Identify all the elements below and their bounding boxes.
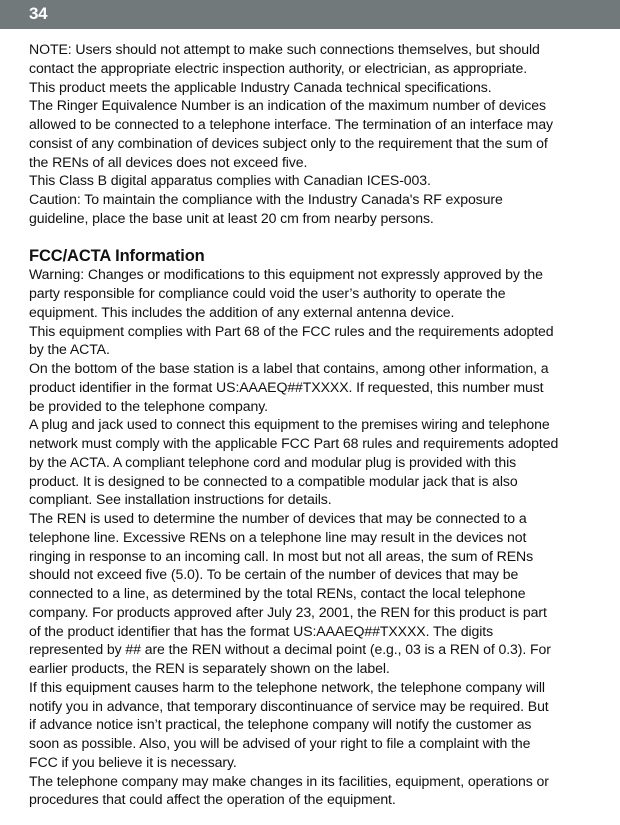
- fcc-acta-heading: FCC/ACTA Information: [29, 246, 205, 265]
- ices-paragraph: This Class B digital apparatus complies with Canadian ICES-003.: [29, 172, 431, 189]
- ren-definition-paragraph: The Ringer Equivalence Number is an indication of the maximum number of devices allowed to be connected to a telephone interface. The termination of an interface may consist of any combination of devices subject only to the requirement that the sum of the RENs of all devices does not exceed five.: [29, 97, 554, 170]
- note-paragraph: NOTE: Users should not attempt to make such connections themselves, but should contact the appropriate electric inspection authority, or electrician, as appropriate.: [29, 41, 540, 76]
- document-body: [29, 40, 559, 809]
- network-harm-paragraph: If this equipment causes harm to the telephone network, the telephone company will notify you in advance, that temporary discontinuance of service may be required. But if advance notice isn’t practical, the telephone company will notify the customer as soon as possible. Also, you will be advised of your right to file a complaint with the FCC if you believe it is necessary.: [29, 678, 549, 770]
- part68-compliance-paragraph: This equipment complies with Part 68 of the FCC rules and the requirements adopted by the ACTA.: [29, 322, 554, 358]
- industry-canada-paragraph: This product meets the applicable Industry Canada technical specifications.: [29, 78, 492, 95]
- fcc-warning-paragraph: Warning: Changes or modifications to this equipment not expressly approved by the party responsible for compliance could void the user’s authority to operate the equipment. This includes the addition of any external antenna device.: [29, 266, 543, 320]
- plug-jack-paragraph: A plug and jack used to connect this equipment to the premises wiring and telephone network must comply with the applicable FCC Part 68 rules and requirements adopted by the ACTA. A compliant telephone cord and modular plug is provided with this product. It is designed to be connected to a compatible modular jack that is also compliant. See installation instructions for details.: [29, 416, 559, 508]
- ren-usage-paragraph: The REN is used to determine the number of devices that may be connected to a telephone line. Excessive RENs on a telephone line may result in the devices not ringing in response to an incoming call. In most but not all areas, the sum of RENs should not exceed five (5.0). To be certain of the number of devices that may be connected to a line, as determined by the total RENs, contact the local telephone company. For products approved after July 23, 2001, the REN for this product is part of the product identifier that has the format US:AAAEQ##TXXXX. The digits represented by ## are the REN without a decimal point (e.g., 03 is a REN of 0.3). For earlier products, the REN is separately shown on the label.: [29, 510, 551, 676]
- rf-exposure-caution-paragraph: Caution: To maintain the compliance with the Industry Canada's RF exposure guideline, place the base unit at least 20 cm from nearby persons.: [29, 191, 503, 226]
- telco-changes-paragraph: The telephone company may make changes in its facilities, equipment, operations or procedures that could affect the operation of the equipment.: [29, 772, 549, 808]
- page-number: 34: [29, 4, 48, 23]
- page-header-bar: [0, 0, 620, 29]
- product-label-paragraph: On the bottom of the base station is a label that contains, among other information, a product identifier in the format US:AAAEQ##TXXXX. If requested, this number must be provided to the telephone company.: [29, 360, 549, 414]
- section-spacer: [29, 228, 559, 247]
